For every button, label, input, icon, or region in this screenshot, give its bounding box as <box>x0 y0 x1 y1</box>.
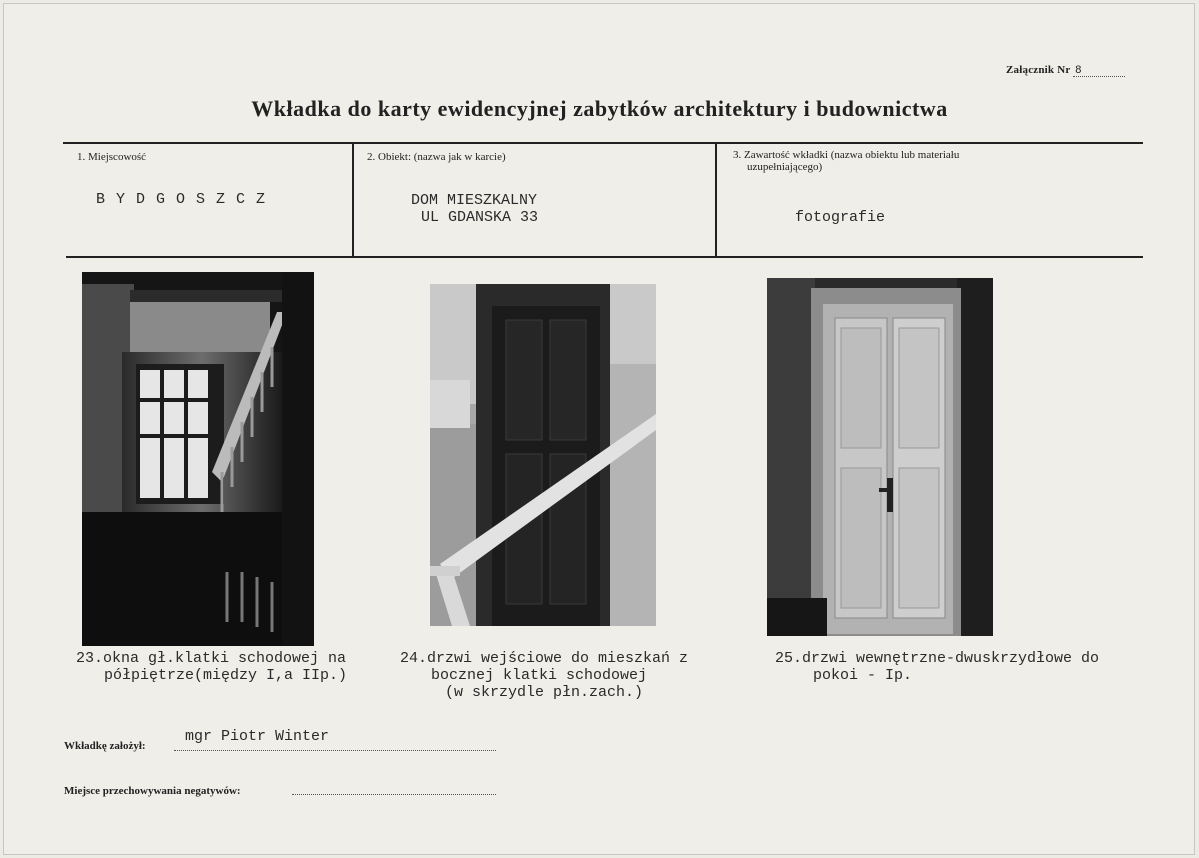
annex-value: 8 <box>1073 64 1125 77</box>
storage-dotted-line <box>292 794 496 795</box>
photo-3-caption-line2: pokoi - Ip. <box>813 667 913 684</box>
photo-2-caption-line1: 24.drzwi wejściowe do mieszkań z <box>400 650 689 667</box>
annex-number <box>1006 64 1125 77</box>
annex-label: Załącznik Nr <box>1006 64 1071 76</box>
cell-divider-1 <box>352 144 354 256</box>
cell-divider-2 <box>715 144 717 256</box>
double-door-image <box>767 278 993 636</box>
page-title: Wkładka do karty ewidencyjnej zabytków architektury i budownictwa <box>251 96 948 121</box>
photo-entrance-door <box>430 284 656 626</box>
photo-3-caption-line1: 25.drzwi wewnętrzne-dwuskrzydłowe do <box>775 650 1100 667</box>
contents-value: fotografie <box>795 209 886 226</box>
header-rule-bottom <box>66 256 1143 258</box>
storage-label: Miejsce przechowywania negatywów: <box>64 785 241 797</box>
entrance-door-image <box>430 284 656 626</box>
object-value-line1: DOM MIESZKALNY <box>411 192 538 209</box>
contents-label-line1: 3. Zawartość wkładki (nazwa obiektu lub materiału <box>733 149 960 161</box>
photo-1-caption-line2: półpiętrze(między I,a IIp.) <box>104 667 348 684</box>
photo-1-caption-line1: 23.okna gł.klatki schodowej na <box>76 650 347 667</box>
author-label: Wkładkę założył: <box>64 740 146 752</box>
photo-2-caption-line3: (w skrzydle płn.zach.) <box>445 684 644 701</box>
header-rule-top <box>63 142 1143 144</box>
author-value: mgr Piotr Winter <box>185 728 330 745</box>
object-label: 2. Obiekt: (nazwa jak w karcie) <box>367 151 506 163</box>
locality-value: B Y D G O S Z C Z <box>96 191 267 208</box>
photo-double-door <box>767 278 993 636</box>
photo-staircase-window <box>82 272 314 646</box>
photo-2-caption-line2: bocznej klatki schodowej <box>431 667 648 684</box>
object-value-line2: UL GDANSKA 33 <box>421 209 539 226</box>
staircase-window-image <box>82 272 314 646</box>
author-dotted-line <box>174 750 496 751</box>
contents-label-line2: uzupełniającego) <box>747 161 823 173</box>
locality-label: 1. Miejscowość <box>77 151 147 163</box>
